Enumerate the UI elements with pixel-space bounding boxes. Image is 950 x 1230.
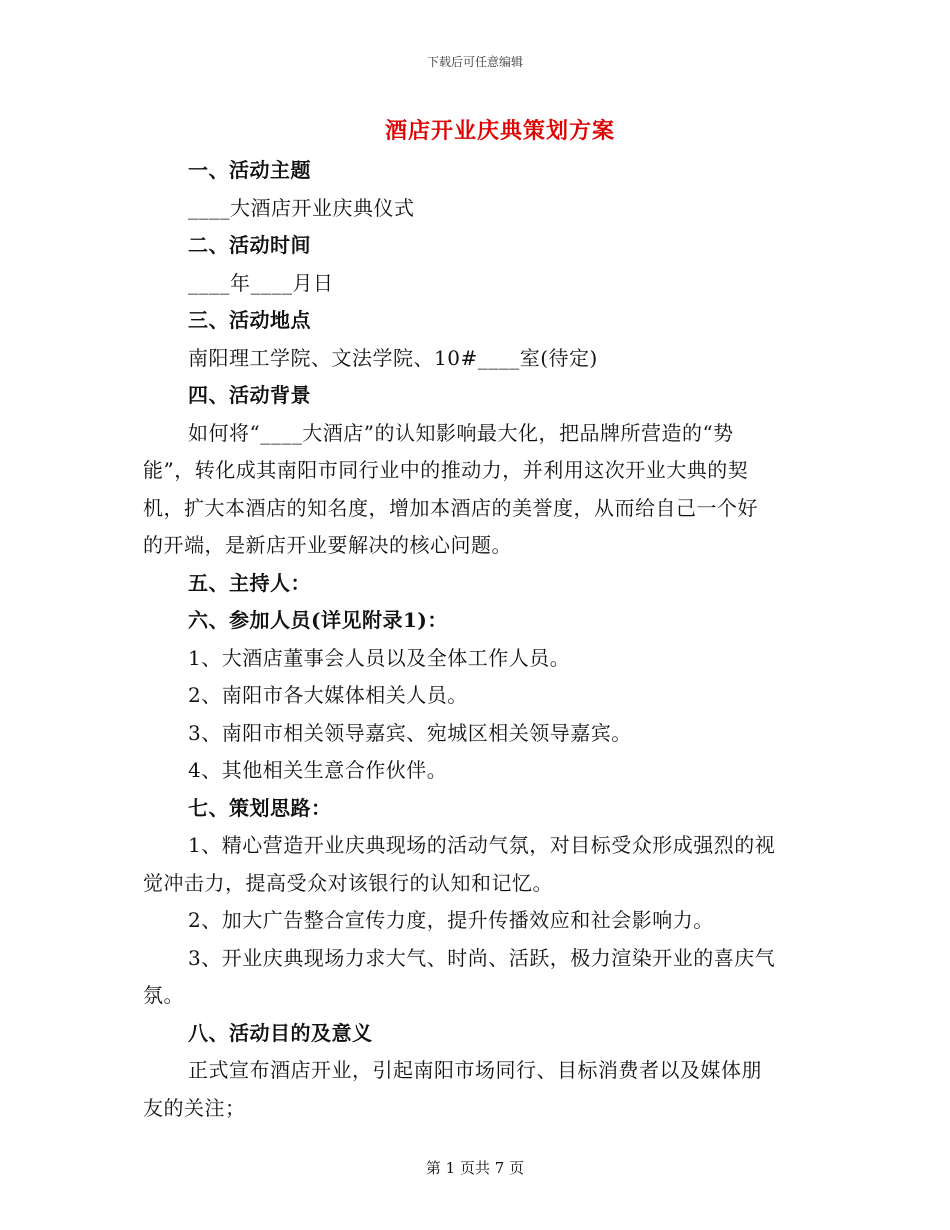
- paragraph-line: 3、开业庆典现场力求大气、时尚、活跃，极力渲染开业的喜庆气: [188, 945, 776, 970]
- paragraph-line: 正式宣布酒店开业，引起南阳市场同行、目标消费者以及媒体朋: [188, 1058, 762, 1082]
- section-heading: 八、活动目的及意义: [188, 1020, 373, 1045]
- page-footer: 第 1 页共 7 页: [425, 1159, 525, 1177]
- paragraph-line: 2、加大广告整合宣传力度，提升传播效应和社会影响力。: [188, 908, 714, 932]
- section-heading: 一、活动主题: [188, 158, 311, 182]
- header-note: 下载后可任意编辑: [426, 55, 523, 69]
- paragraph-line: 1、精心营造开业庆典现场的活动气氛，对目标受众形成强烈的视: [188, 833, 776, 857]
- document-title: 酒店开业庆典策划方案: [384, 118, 615, 144]
- paragraph-line: 氛。: [143, 983, 184, 1007]
- paragraph-line: 3、南阳市相关领导嘉宾、宛城区相关领导嘉宾。: [188, 720, 632, 745]
- paragraph-line: 2、南阳市各大媒体相关人员。: [188, 683, 468, 707]
- paragraph-line: ____大酒店开业庆典仪式: [188, 195, 415, 220]
- paragraph-line: 友的关注；: [143, 1095, 246, 1120]
- paragraph-line: 4、其他相关生意合作伙伴。: [188, 758, 448, 782]
- paragraph-line: 1、大酒店董事会人员以及全体工作人员。: [188, 645, 571, 670]
- section-heading: 三、活动地点: [188, 308, 311, 332]
- paragraph-line: 机，扩大本酒店的知名度，增加本酒店的美誉度，从而给自己一个好: [143, 495, 758, 520]
- section-heading: 六、参加人员(详见附录1)：: [188, 608, 448, 632]
- paragraph-line: 如何将“____大酒店”的认知影响最大化，把品牌所营造的“势: [188, 420, 734, 445]
- document-body: [143, 152, 808, 1127]
- section-heading: 二、活动时间: [188, 233, 311, 257]
- section-heading: 四、活动背景: [188, 383, 311, 407]
- section-heading: 七、策划思路：: [188, 795, 332, 820]
- section-heading: 五、主持人：: [188, 570, 311, 595]
- paragraph-line: ____年____月日: [188, 270, 334, 295]
- paragraph-line: 南阳理工学院、文法学院、10#____室(待定): [188, 345, 598, 370]
- paragraph-line: 能”，转化成其南阳市同行业中的推动力，并利用这次开业大典的契: [143, 458, 749, 482]
- paragraph-line: 的开端，是新店开业要解决的核心问题。: [143, 533, 512, 557]
- paragraph-line: 觉冲击力，提高受众对该银行的认知和记忆。: [143, 870, 553, 895]
